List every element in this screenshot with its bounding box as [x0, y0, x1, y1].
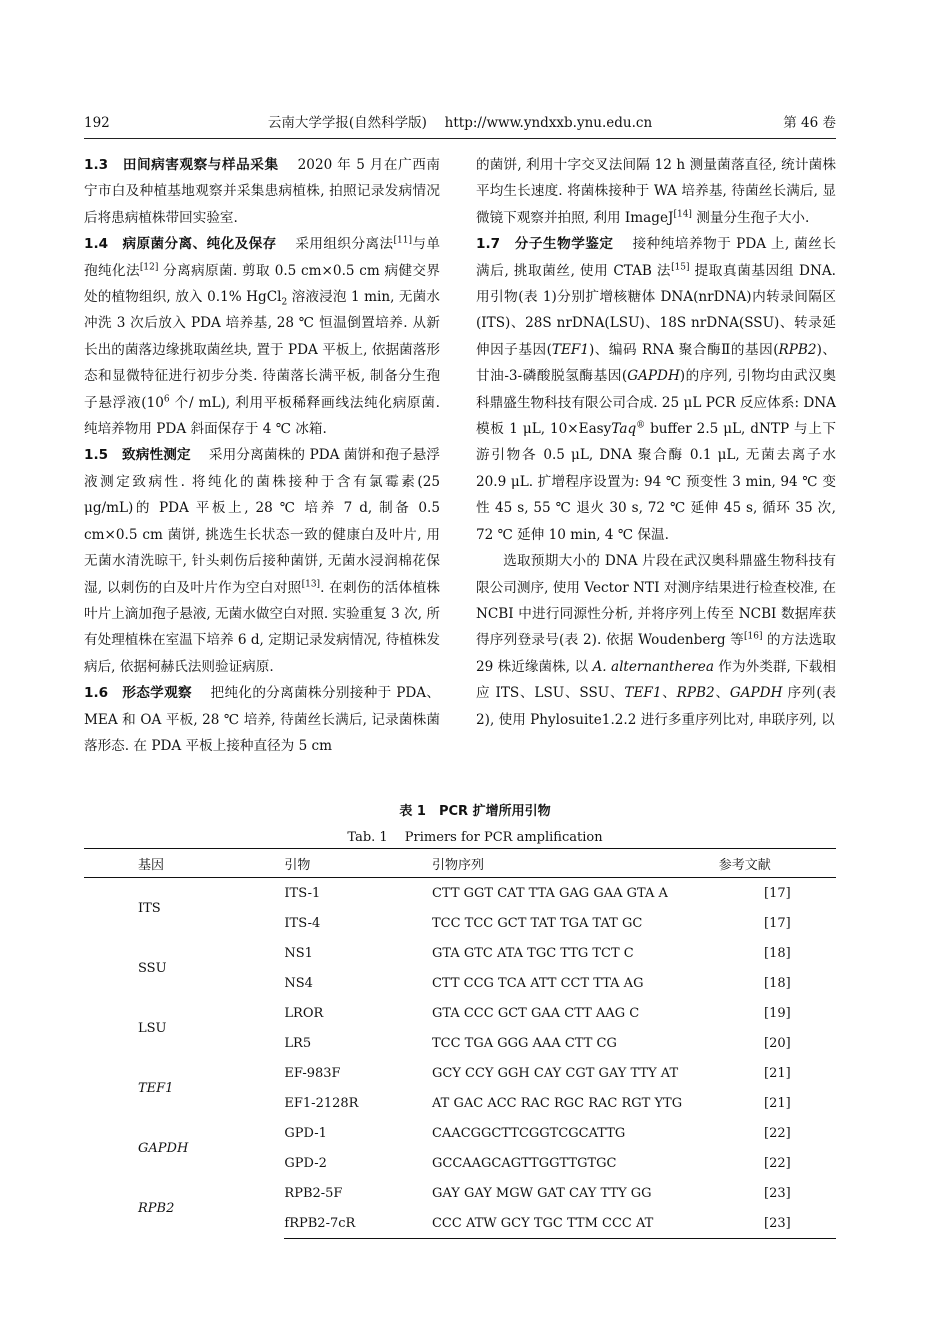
paragraph-text: 溶液浸泡 1 min, 无菌水冲洗 3 次后放入 PDA 培养基, 28 ℃ 恒温倒置培养. 从新长出的菌落边缘挑取菌丝块, 置于 PDA 平板上, 依据菌落形态和显微特征进行初步分类. 待菌落长满平板, 制备分生孢子悬浮液(10 [84, 289, 440, 411]
continued-paragraph [476, 152, 836, 231]
reference-cell: [23] [719, 1208, 836, 1239]
gene-cell: LSU [138, 1020, 167, 1036]
section-heading: 1.5 致病性测定 [84, 447, 191, 464]
gene-name: TEF1 [624, 685, 662, 702]
reference-cell: [17] [764, 915, 791, 931]
paragraph-text: 2020 年 5 月在广西南宁市白及种植基地观察并采集患病植株, 拍照记录发病情况后将患病植株带回实验室. [84, 157, 440, 226]
page-number: 192 [84, 115, 110, 131]
primer-cell: GPD-2 [284, 1155, 327, 1171]
section-1-3 [84, 152, 440, 231]
table-row [84, 878, 836, 909]
sequence-cell: AT GAC ACC RAC RGC RAC RGT YTG [431, 1095, 683, 1111]
table-header-row [84, 849, 836, 878]
gene-name: RPB2 [778, 341, 817, 358]
primer-cell: fRPB2-7cR [284, 1208, 432, 1239]
journal-title: 云南大学学报(自然科学版) http://www.yndxxb.ynu.edu.cn [267, 115, 653, 131]
sequence-cell: GCCAAGCAGTTGGTTGTGC [431, 1155, 617, 1171]
page-header [84, 113, 836, 133]
section-1-4 [84, 231, 440, 442]
paragraph-text: 采用组织分离法 [276, 236, 394, 253]
header-reference: 参考文献 [719, 849, 836, 878]
paragraph-text: )的序列, 引物均由武汉奥科鼎盛生物科技有限公司合成. 25 μL PCR 反应体系: DNA 模板 1 μL, 10×Easy [476, 368, 836, 438]
reference-cell: [20] [764, 1035, 791, 1051]
table-row [84, 938, 836, 968]
sequence-cell: GAY GAY MGW GAT CAY TTY GG [431, 1185, 652, 1201]
paragraph-text: 的方法选取 29 株近缘菌株, 以 [476, 632, 837, 675]
reference-cell: [21] [764, 1065, 791, 1081]
table-row [84, 998, 836, 1028]
section-1-5 [84, 442, 440, 680]
gene-cell: TEF1 [138, 1080, 174, 1096]
section-heading: 1.4 病原菌分离、纯化及保存 [84, 236, 277, 253]
registered-mark: ® [636, 420, 646, 431]
reference-cell: [19] [764, 1005, 791, 1021]
section-1-6 [84, 680, 440, 759]
reference-cell: [18] [764, 945, 791, 961]
paragraph-text: 测量分生孢子大小. [691, 209, 810, 226]
subscript: 2 [281, 297, 288, 308]
table-caption-cn: 表 1 PCR 扩增所用引物 [399, 804, 551, 819]
paragraph-text: 提取真菌基因组 DNA. 用引物(表 1)分别扩增核糖体 DNA(nrDNA)内转录间隔区(ITS)、28S nrDNA(LSU)、18S nrDNA(SSU)、转录延伸因子基因( [476, 262, 836, 358]
left-column [84, 152, 440, 759]
primer-cell: GPD-1 [284, 1125, 327, 1141]
table-body [84, 878, 836, 1239]
gene-name: GAPDH [729, 685, 783, 702]
gene-name: RPB2 [676, 685, 715, 702]
gene-name: GAPDH [627, 368, 680, 385]
gene-cell: SSU [138, 960, 167, 976]
header-gene: 基因 [84, 849, 284, 878]
primer-cell: LR5 [284, 1035, 312, 1051]
section-1-7 [476, 231, 836, 548]
citation: [14] [673, 209, 692, 220]
gene-cell: RPB2 [138, 1200, 175, 1216]
reference-cell: [18] [764, 975, 791, 991]
paragraph-text: )、甘油-3-磷酸脱氢酶基因( [476, 341, 836, 385]
paragraph-text: 把纯化的分离菌株分别接种于 PDA、MEA 和 OA 平板, 28 ℃ 培养, 待菌丝长满后, 记录菌株菌落形态. 在 PDA 平板上接种直径为 5 cm [84, 685, 440, 754]
superscript: 6 [163, 394, 170, 405]
primer-cell: ITS-1 [284, 885, 321, 901]
paragraph-text: 接种纯培养物于 PDA 上, 菌丝长满后, 挑取菌丝, 使用 CTAB 法 [476, 236, 836, 279]
primer-cell: LROR [284, 1005, 324, 1021]
table-caption-en: Tab. 1 Primers for PCR amplification [347, 830, 603, 845]
header-sequence: 引物序列 [432, 849, 719, 878]
citation: [16] [743, 631, 763, 642]
sequence-cell: CTT GGT CAT TTA GAG GAA GTA A [431, 885, 668, 901]
sequence-cell: CCC ATW GCY TGC TTM CCC AT [432, 1208, 719, 1239]
sequence-cell: TCC TCC GCT TAT TGA TAT GC [431, 915, 643, 931]
paragraph-text: 与单孢纯化法 [84, 236, 440, 279]
gene-name: TEF1 [551, 341, 589, 358]
section-heading: 1.3 田间病害观察与样品采集 [84, 157, 279, 173]
separator: 、 [661, 685, 677, 702]
paragraph-text: 个/ mL), 利用平板稀释画线法纯化病原菌. 纯培养物用 PDA 斜面保存于 4 ℃ 冰箱. [84, 394, 441, 438]
section-heading: 1.6 形态学观察 [84, 685, 192, 702]
enzyme-name: Taq [611, 421, 637, 438]
primer-cell: EF1-2128R [284, 1095, 359, 1111]
section-heading: 1.7 分子生物学鉴定 [476, 236, 614, 253]
gene-cell: GAPDH [138, 1140, 189, 1156]
paragraph-text: buffer 2.5 μL, dNTP 与上下游引物各 0.5 μL, DNA 聚合酶 0.1 μL, 无菌去离子水 20.9 μL. 扩增程序设置为: 94 ℃ 预变性 3 min, 94 ℃ 变性 45 s, 55 ℃ 退火 30 s, 72 ℃ 延伸 45 s, 循环 35 次, 72 ℃ 延伸 10 min, 4 ℃ 保温. [476, 421, 837, 543]
header-primer: 引物 [284, 849, 432, 878]
primer-cell: NS4 [284, 975, 313, 991]
reference-cell: [17] [764, 885, 791, 901]
paragraph-text: )、编码 RNA 聚合酶Ⅱ的基因( [588, 341, 779, 358]
paragraph-sequencing [476, 548, 836, 733]
sequence-cell: TCC TGA GGG AAA CTT CG [431, 1035, 617, 1051]
reference-cell: [21] [764, 1095, 791, 1111]
sequence-cell: GTA GTC ATA TGC TTG TCT C [431, 945, 634, 961]
volume-label: 第 46 卷 [783, 115, 836, 131]
reference-cell: [23] [764, 1185, 791, 1201]
sequence-cell: GTA CCC GCT GAA CTT AAG C [431, 1005, 640, 1021]
primer-table [84, 848, 836, 1239]
sequence-cell: GCY CCY GGH CAY CGT GAY TTY AT [431, 1065, 679, 1081]
citation: [13] [301, 578, 321, 589]
primer-cell: ITS-4 [284, 915, 321, 931]
paragraph-text: . 在刺伤的活体植株叶片上滴加孢子悬液, 无菌水做空白对照. 实验重复 3 次, 所有处理植株在室温下培养 6 d, 定期记录发病情况, 待植株发病后, 依据柯赫氏法则验证病原. [84, 579, 440, 675]
paragraph-text: 序列(表 2), 使用 Phylosuite1.2.2 进行多重序列比对, 串联序列, 以 [476, 685, 836, 728]
separator: 、 [714, 685, 730, 702]
table-row [84, 1058, 836, 1088]
paragraph-text: 分离病原菌. 剪取 0.5 cm×0.5 cm 病健交界处的植物组织, 放入 0.1% HgCl [84, 262, 440, 306]
reference-cell: [22] [764, 1155, 791, 1171]
reference-cell: [22] [764, 1125, 791, 1141]
table-row [84, 1118, 836, 1148]
paragraph-text: 采用分离菌株的 PDA 菌饼和孢子悬浮液测定致病性. 将纯化的菌株接种于含有氯霉素(25 μg/mL)的 PDA 平板上, 28 ℃ 培养 7 d, 制备 0.5 cm×0.5 cm 菌饼, 挑选生长状态一致的健康白及叶片, 用无菌水清洗晾干, 针头刺伤后接种菌饼, 无菌水浸润棉花保湿, 以刺伤的白及叶片作为空白对照 [84, 447, 440, 596]
paragraph-text: 选取预期大小的 DNA 片段在武汉奥科鼎盛生物科技有限公司测序, 使用 Vector NTI 对测序结果进行检查校准, 在 NCBI 中进行同源性分析, 并将序列上传至 NCBI 数据库获得序列登录号(表 2). 依据 Woudenberg 等 [476, 553, 836, 649]
table-row [84, 1178, 836, 1208]
paragraph-text: 作为外类群, 下载相应 ITS、LSU、SSU、 [476, 658, 836, 702]
primer-cell: NS1 [284, 945, 313, 961]
primer-cell: RPB2-5F [284, 1185, 343, 1201]
citation: [15] [671, 262, 690, 273]
citation: [12] [139, 262, 159, 273]
paragraph-text: 的菌饼, 利用十字交叉法间隔 12 h 测量菌落直径, 统计菌株平均生长速度. 将菌株接种于 WA 培养基, 待菌丝长满后, 显微镜下观察并拍照, 利用 ImageJ [476, 157, 836, 226]
right-column [476, 152, 836, 733]
header-rule [84, 138, 836, 139]
sequence-cell: CTT CCG TCA ATT CCT TTA AG [431, 975, 644, 991]
citation: [11] [393, 235, 412, 246]
gene-cell: ITS [138, 900, 161, 916]
species-name: A. alternantherea [592, 658, 714, 675]
sequence-cell: CAACGGCTTCGGTCGCATTG [431, 1125, 626, 1141]
primer-cell: EF-983F [284, 1065, 341, 1081]
